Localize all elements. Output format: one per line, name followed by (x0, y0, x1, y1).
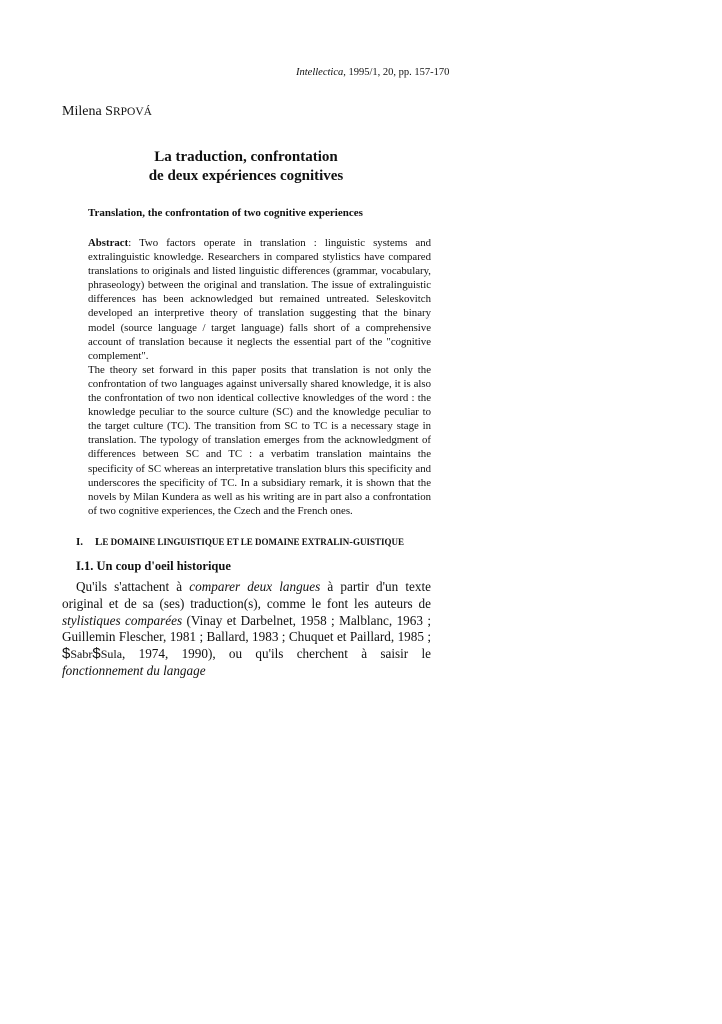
body-italic-run: stylistiques comparées (62, 612, 183, 628)
body-text-run: Sula (100, 647, 123, 662)
body-text-run: (Vinay et Darbelnet, 1958 ; Malblanc, 1963 ; Guillemin Flescher, 1981 ; Ballard, 1983 ; Chuquet et Paillard, 1985 ; (62, 612, 431, 645)
abstract (88, 236, 431, 518)
body-text-run: , 1974, 1990), ou qu'ils cherchent à saisir le (122, 646, 431, 662)
author-name (62, 104, 152, 120)
running-header (296, 67, 450, 78)
subsection-heading: I.1. Un coup d'oeil historique (76, 559, 231, 573)
author-first-name: Milena (62, 104, 106, 119)
journal-name: Intellectica (296, 67, 344, 78)
title-line-2: de deux expériences cognitives (148, 168, 344, 184)
abstract-text-1: : Two factors operate in translation : linguistic systems and extralinguistic knowledge. Researchers in compared stylistics have compared translations to originals and listed linguistic differences (grammar, vocabulary, phraseology) between the original and translation. The issue of extralinguistic differences has been acknowledged but remained untreated. Seleskovitch developed an interpretive theory of translation suggesting that the binary model (source language / target language) falls short of a comprehensive account of translation because it neglects the essential part of the "cognitive complement". (88, 237, 431, 362)
body-text (62, 579, 431, 680)
dollar-glyph: $ (62, 645, 71, 663)
paper-title (100, 148, 392, 186)
body-italic-run: comparer deux langues (189, 579, 321, 594)
abstract-paragraph-1 (88, 236, 431, 363)
english-title: Translation, the confrontation of two cognitive experiences (88, 207, 363, 219)
section-heading (76, 536, 404, 548)
body-text-run: à partir d'un texte original et de sa (ses) traduction(s), comme le font les auteurs de (62, 579, 431, 611)
body-italic-run: fonctionnement du langage (62, 662, 206, 678)
section-initial: L (95, 536, 103, 548)
abstract-label: Abstract (88, 237, 129, 249)
body-text-run: Qu'ils s'attachent à (76, 579, 190, 594)
section-number: I. (76, 536, 84, 548)
author-last-initial: S (105, 104, 113, 119)
author-last-rest: RPOVÁ (112, 106, 152, 118)
section-hyphen: - (349, 536, 353, 548)
body-text-run: Sabr (70, 647, 93, 662)
abstract-paragraph-2: The theory set forward in this paper posits that translation is not only the confrontation of two languages against universally shared knowledge, it is also the confrontation of two non identical collective knowledges of the word : the knowledge peculiar to the source culture (SC) and the knowledge peculiar to the target culture (TC). The transition from SC to TC is a necessary stage in translation. The typology of translation emerges from the acknowledgment of differences between SC and TC : a verbatim translation maintains the specificity of SC whereas an interpretative translation blurs this specificity and underscores the specificity of TC. In a subsidiary remark, it is shown that the novels by Milan Kundera as well as his writing are in part also a confrontation of two cognitive experiences, the Czech and the French ones. (88, 363, 431, 517)
body-paragraph (62, 579, 431, 680)
section-text-2: GUISTIQUE (352, 537, 404, 547)
citation-details: , 1995/1, 20, pp. 157-170 (343, 67, 450, 78)
section-text-1: E DOMAINE LINGUISTIQUE ET LE DOMAINE EXTRALIN (102, 537, 350, 547)
dollar-glyph: $ (92, 645, 101, 663)
title-line-1: La traduction, confrontation (154, 149, 338, 165)
